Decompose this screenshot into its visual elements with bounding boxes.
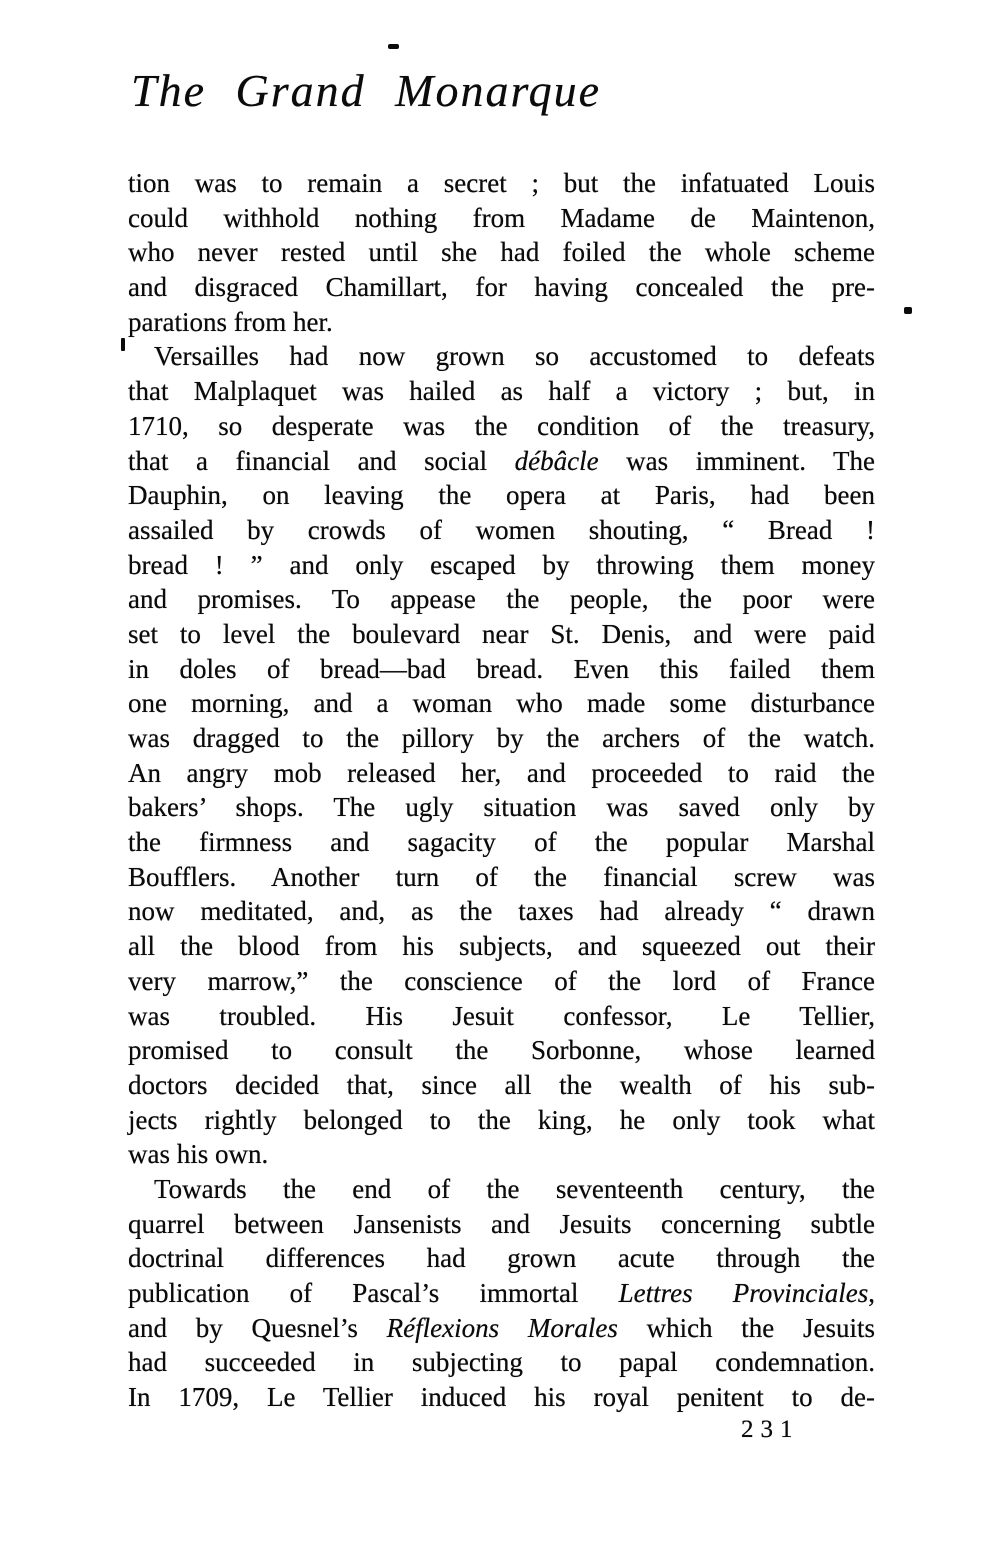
text-segment: was troubled. His Jesuit confessor, Le Tellier, xyxy=(128,1000,875,1031)
text-segment: In 1709, Le Tellier induced his royal penitent to de- xyxy=(128,1382,875,1413)
text-segment: who never rested until she had foiled the whole scheme xyxy=(128,237,875,268)
text-line xyxy=(128,1137,875,1172)
text-line xyxy=(128,235,875,270)
text-segment: Versailles had now grown so accustomed to defeats xyxy=(154,341,875,372)
text-segment: Boufflers. Another turn of the financial screw was xyxy=(128,861,875,892)
text-segment: and promises. To appease the people, the poor were xyxy=(128,584,875,615)
text-line xyxy=(128,652,875,687)
text-line xyxy=(128,929,875,964)
italic-phrase: débâcle xyxy=(514,445,599,476)
text-line xyxy=(128,756,875,791)
text-line xyxy=(128,1380,875,1415)
paragraph xyxy=(128,339,875,1172)
text-line xyxy=(128,478,875,513)
text-segment: An angry mob released her, and proceeded to raid the xyxy=(128,757,875,788)
text-block xyxy=(128,166,875,1415)
text-segment: and disgraced Chamillart, for having concealed the pre- xyxy=(128,272,875,303)
text-segment: one morning, and a woman who made some disturbance xyxy=(128,688,875,719)
text-line xyxy=(128,513,875,548)
text-line xyxy=(128,1207,875,1242)
paragraph xyxy=(128,1172,875,1415)
text-line xyxy=(128,825,875,860)
text-line xyxy=(128,964,875,999)
text-segment: the firmness and sagacity of the popular Marshal xyxy=(128,827,875,858)
text-segment: that a financial and social xyxy=(128,445,515,476)
ink-speck-left xyxy=(121,338,125,351)
text-line xyxy=(128,1103,875,1138)
text-segment: set to level the boulevard near St. Denis, and were paid xyxy=(128,618,875,649)
text-segment: that Malplaquet was hailed as half a victory ; but, in xyxy=(128,376,875,407)
text-segment: could withhold nothing from Madame de Maintenon, xyxy=(128,202,875,233)
text-segment: , xyxy=(868,1278,875,1308)
text-segment: assailed by crowds of women shouting, “ Bread ! xyxy=(128,514,875,545)
text-segment: quarrel between Jansenists and Jesuits concerning subtle xyxy=(128,1208,875,1239)
text-segment: had succeeded in subjecting to papal condemnation. xyxy=(128,1347,875,1378)
text-segment: was imminent. The xyxy=(598,445,875,476)
italic-phrase: Réflexions Morales xyxy=(386,1312,618,1343)
text-line xyxy=(128,166,875,201)
text-line xyxy=(128,1311,875,1346)
italic-phrase: Lettres Provinciales xyxy=(618,1278,869,1308)
text-segment: tion was to remain a secret ; but the infatuated Louis xyxy=(128,168,875,198)
text-line xyxy=(128,1068,875,1103)
text-segment: all the blood from his subjects, and squeezed out their xyxy=(128,931,875,962)
text-segment: doctrinal differences had grown acute through the xyxy=(128,1243,875,1274)
text-segment: Towards the end of the seventeenth century, the xyxy=(154,1173,875,1204)
text-line xyxy=(128,201,875,236)
ink-speck-top xyxy=(388,44,399,49)
text-line xyxy=(128,1172,875,1207)
text-line xyxy=(128,1345,875,1380)
text-segment: publication of Pascal’s immortal xyxy=(128,1278,619,1308)
text-line xyxy=(128,374,875,409)
text-line xyxy=(128,1033,875,1068)
text-line xyxy=(128,444,875,479)
text-line xyxy=(128,721,875,756)
text-segment: now meditated, and, as the taxes had already “ drawn xyxy=(128,896,875,927)
text-line xyxy=(128,305,875,340)
text-line xyxy=(128,686,875,721)
text-segment: which the Jesuits xyxy=(617,1312,876,1343)
text-line xyxy=(128,409,875,444)
text-segment: was his own. xyxy=(128,1139,269,1170)
ink-speck-right xyxy=(904,307,912,314)
text-line xyxy=(128,617,875,652)
text-segment: in doles of bread—bad bread. Even this failed them xyxy=(128,653,875,684)
text-segment: Dauphin, on leaving the opera at Paris, had been xyxy=(128,480,875,511)
text-line xyxy=(128,790,875,825)
text-segment: promised to consult the Sorbonne, whose learned xyxy=(128,1035,875,1066)
text-segment: and by Quesnel’s xyxy=(128,1312,387,1343)
text-line xyxy=(128,582,875,617)
text-segment: was dragged to the pillory by the archers of the watch. xyxy=(128,723,875,753)
text-segment: 1710, so desperate was the condition of the treasury, xyxy=(128,410,875,441)
text-segment: parations from her. xyxy=(128,306,333,337)
text-segment: bread ! ” and only escaped by throwing them money xyxy=(128,549,875,580)
text-segment: bakers’ shops. The ugly situation was saved only by xyxy=(128,792,875,823)
text-line xyxy=(128,999,875,1034)
text-line xyxy=(128,894,875,929)
paragraph xyxy=(128,166,875,339)
text-segment: very marrow,” the conscience of the lord of France xyxy=(128,965,875,996)
text-line xyxy=(128,1241,875,1276)
text-line xyxy=(128,1276,875,1311)
text-segment: doctors decided that, since all the wealth of his sub- xyxy=(128,1069,875,1100)
text-line xyxy=(128,860,875,895)
text-line xyxy=(128,548,875,583)
text-segment: jects rightly belonged to the king, he only took what xyxy=(128,1104,875,1135)
page-number: 231 xyxy=(741,1416,800,1443)
text-line xyxy=(128,270,875,305)
page-title: The Grand Monarque xyxy=(131,65,602,116)
text-line xyxy=(128,339,875,374)
